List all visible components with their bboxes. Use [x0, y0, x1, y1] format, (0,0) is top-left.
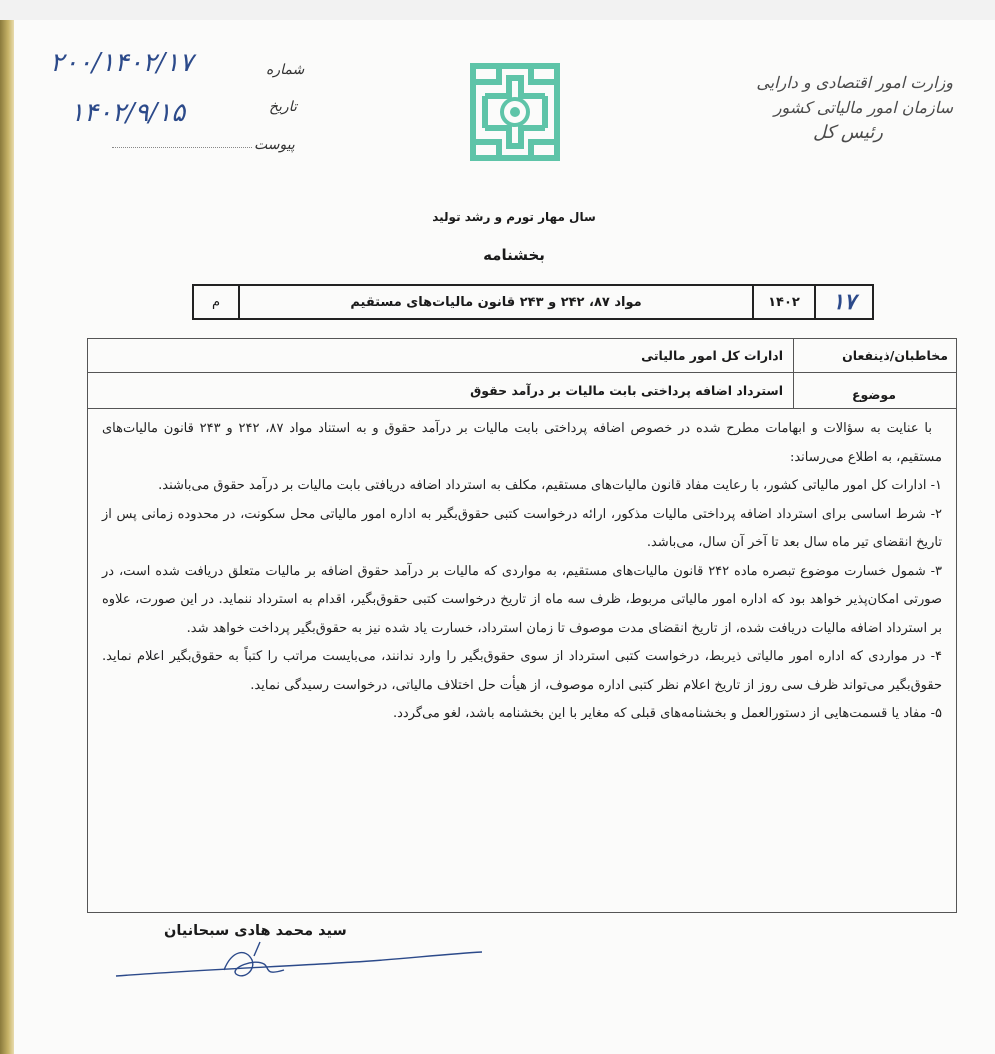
ministry-line-3: رئیس کل: [812, 122, 883, 143]
circular-year: ۱۴۰۲: [752, 286, 814, 318]
body-item-4: ۴- در مواردی که اداره امور مالیاتی ذیربط، درخواست کتبی استرداد از سوی حقوق‌بگیر را وارد ندانند، می‌بایست مراتب را کتباً به حقوق‌بگیر اعلام نماید. حقوق‌بگیر می‌تواند ظرف سی روز از تاریخ اعلام نظر کتبی اداره موصوف، از هیأت حل اختلاف مالیاتی، درخواست رسیدگی نماید.: [102, 649, 942, 693]
body-intro: با عنایت به سؤالات و ابهامات مطرح شده در خصوص اضافه پرداختی بابت مالیات بر درآمد حقوق و به استناد مواد ۸۷، ۲۴۲ و ۲۴۳ قانون مالیات‌های مستقیم، به اطلاع می‌رساند:: [102, 421, 942, 465]
number-label: شماره: [266, 62, 305, 78]
circular-number: [814, 286, 872, 318]
ministry-header: [703, 70, 953, 145]
reference-box: [192, 284, 874, 320]
letter-page: [14, 20, 995, 1054]
body-item-1: ۱- ادارات کل امور مالیاتی کشور، با رعایت مفاد قانون مالیات‌های مستقیم، مکلف به استرداد اضافه دریافتی بابت مالیات بر درآمد حقوق می‌باشند.: [158, 478, 942, 493]
signature: [114, 940, 484, 990]
attachment-line: [112, 147, 252, 148]
document-type: بخشنامه: [483, 246, 545, 264]
scan-edge: [0, 20, 14, 1054]
addressees-label: مخاطبان/ذینفعان: [793, 339, 956, 372]
circular-code: م: [211, 294, 221, 310]
letter-body: [102, 415, 942, 729]
body-item-5: ۵- مفاد یا قسمت‌هایی از دستورالعمل و بخشنامه‌های قبلی که مغایر با این بخشنامه باشد، لغو می‌گردد.: [393, 706, 942, 721]
subject-value: استرداد اضافه پرداختی بابت مالیات بر درآمد حقوق: [470, 383, 783, 398]
letter-date-value: ۱۴۰۲/۹/۱۵: [70, 98, 186, 128]
content-box: [87, 338, 957, 913]
ministry-line-1: وزارت امور اقتصادی و دارایی: [756, 73, 953, 92]
top-margin: [0, 0, 995, 20]
circular-number-value: ۱۷: [832, 289, 856, 315]
subject-label: موضوع: [793, 373, 956, 408]
date-label: تاریخ: [269, 99, 297, 115]
circular-subject: مواد ۸۷، ۲۴۲ و ۲۴۳ قانون مالیات‌های مستقیم: [238, 286, 752, 318]
signer-name: سید محمد هادی سبحانیان: [164, 923, 347, 939]
ministry-line-2: سازمان امور مالیاتی کشور: [773, 98, 953, 117]
body-item-3: ۳- شمول خسارت موضوع تبصره ماده ۲۴۲ قانون مالیات‌های مستقیم، به مواردی که مالیات بر درآمد حقوق اضافه بر مالیات متعلق دریافت شده است، در صورتی امکان‌پذیر خواهد بود که اداره امور مالیاتی مربوط، ظرف سه ماه از تاریخ درخواست کتبی حقوق‌بگیر، اقدام به استرداد ننماید. در این صورت، علاوه بر استرداد اضافه مالیات دریافت شده، از تاریخ انقضای مدت موصوف تا زمان استرداد، خسارت یاد شده نیز به حقوق‌بگیر پرداخت خواهد شد.: [102, 563, 942, 636]
attachment-label: پیوست: [254, 137, 295, 153]
addressees-value: ادارات کل امور مالیاتی: [641, 348, 783, 363]
tax-organization-logo: [469, 62, 561, 162]
body-item-2: ۲- شرط اساسی برای استرداد اضافه پرداختی مالیات مذکور، ارائه درخواست کتبی حقوق‌بگیر به اداره امور مالیاتی محل سکونت، در محدوده زمانی پس از تاریخ انقضای تیر ماه سال بعد تا آخر آن سال، می‌باشد.: [102, 506, 942, 550]
addressees-row: [88, 339, 956, 373]
letter-number-value: ۲۰۰/۱۴۰۲/۱۷: [50, 48, 194, 78]
year-slogan: سال مهار تورم و رشد تولید: [432, 210, 596, 224]
subject-row: [88, 373, 956, 409]
